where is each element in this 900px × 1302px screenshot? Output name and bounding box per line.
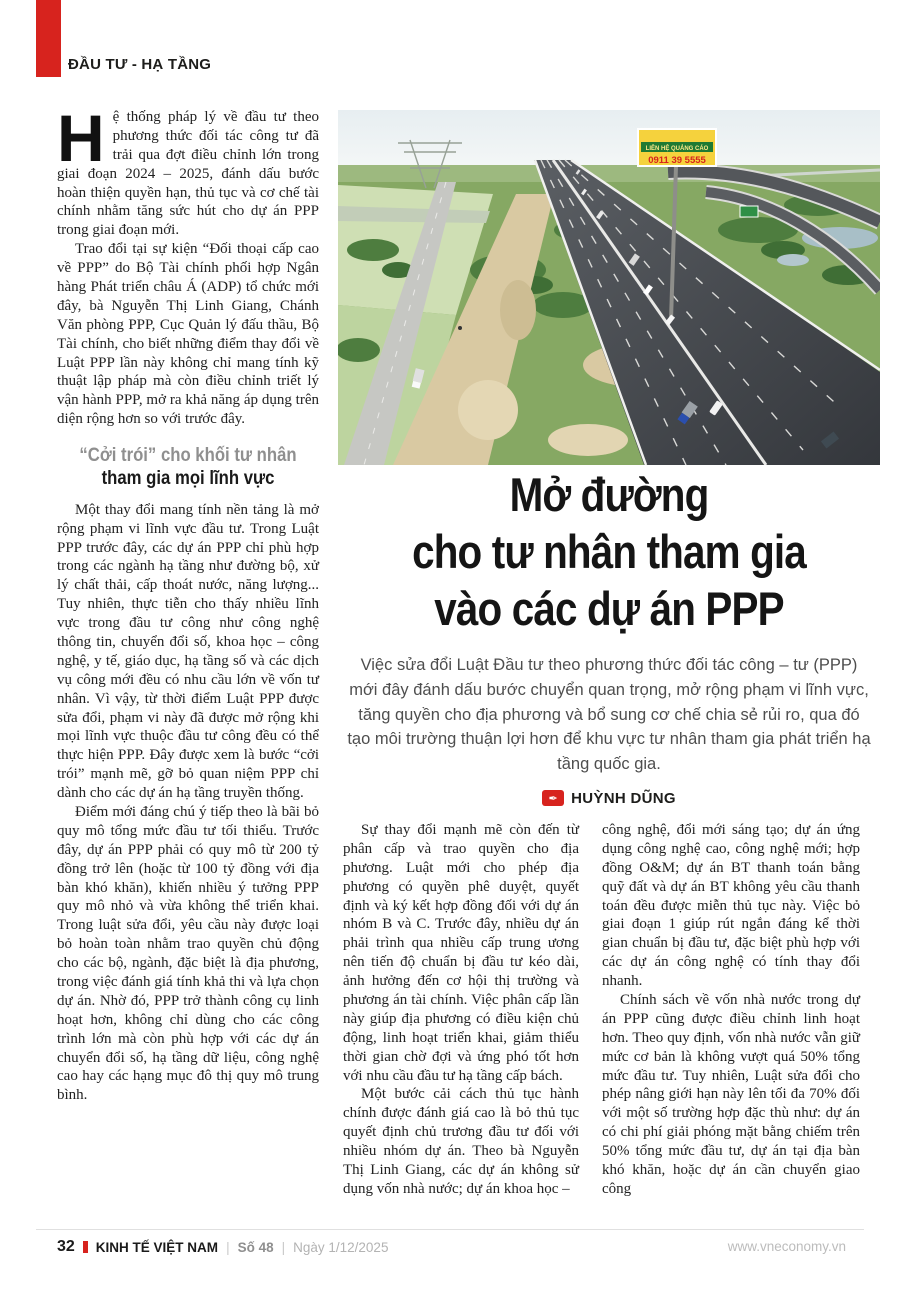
left-column xyxy=(57,101,319,1105)
headline-line: Mở đường xyxy=(509,468,709,521)
paragraph: Trao đổi tại sự kiện “Đối thoại cấp cao về PPP” do Bộ Tài chính phối hợp Ngân hàng Phát triển châu Á (ADP) tổ chức mới đây, bà Nguyễn Thị Linh Giang, Chánh Văn phòng PPP, Cục Quản lý đấu thầu, Bộ Tài chính, cho biết những điểm thay đổi về Luật PPP lần này không chỉ mang tính kỹ thuật lập pháp mà còn điều chỉnh triết lý vận hành PPP, mở ra khả năng áp dụng trên diện rộng hơn so với trước đây. xyxy=(57,241,319,428)
page-number: 32 xyxy=(57,1238,75,1255)
highway-photo-illustration xyxy=(338,110,880,465)
section-label: ĐẦU TƯ - HẠ TẦNG xyxy=(68,56,212,73)
green-road-sign xyxy=(740,206,758,217)
billboard-phone-text: 0911 39 5555 xyxy=(648,155,706,166)
author-name: HUỲNH DŨNG xyxy=(571,789,676,807)
footer-divider xyxy=(36,1229,864,1230)
sub-headline-line1: “Cởi trói” cho khối tư nhân xyxy=(79,445,297,467)
drop-cap: H xyxy=(57,101,105,175)
right-column xyxy=(602,821,860,1199)
paragraph-text: ệ thống pháp lý về đầu tư theo phương thức đối tác công tư đã trải qua đợt điều chỉnh lớn trong giai đoạn 2024 – 2025, đánh dấu bước hoàn thiện quyền hạn, thủ tục và cơ chế tài chính nhằm tăng sức hút cho dự án PPP trong giai đoạn mới. xyxy=(57,109,319,239)
middle-column xyxy=(343,821,579,1199)
paragraph xyxy=(57,101,319,240)
footer-separator: | xyxy=(281,1239,286,1255)
paragraph: Điểm mới đáng chú ý tiếp theo là bãi bỏ quy mô tổng mức đầu tư tối thiểu. Trước đây, dự án PPP phải có quy mô từ 200 tỷ đồng trở lên (hoặc từ 100 tỷ đồng với địa bàn khó khăn), khiến nhiều ý tưởng PPP quy mô nhỏ và vừa không thể triển khai. Trong luật sửa đổi, yêu cầu này được loại bỏ hoàn toàn nhằm trao quyền chủ động cho các bộ, ngành, đặc biệt là địa phương, trong việc đánh giá tính khả thi và lựa chọn dự án. Nhờ đó, PPP trở thành công cụ linh hoạt hơn, không chỉ dùng cho các công trình lớn mà còn phù hợp với các dự án chuyển đổi số, hạ tầng dữ liệu, công nghệ cao hay các hạng mục đô thị quy mô trung bình. xyxy=(57,803,319,1104)
headline-line: cho tư nhân tham gia xyxy=(412,525,806,578)
issue-date: Ngày 1/12/2025 xyxy=(293,1239,389,1255)
website-url: www.vneconomy.vn xyxy=(727,1239,846,1254)
paragraph: công nghệ, đổi mới sáng tạo; dự án ứng dụng công nghệ cao, công nghệ mới; hợp đồng O&M; dự án BT thanh toán bằng quỹ đất và dự án BT không yêu cầu thanh toán đều được miễn thủ tục này. Việc bỏ giai đoạn 1 giúp rút ngắn đáng kể thời gian chuẩn bị đầu tư, đặc biệt phù hợp với các dự án công nghệ có tính thay đổi nhanh. xyxy=(602,822,860,990)
paragraph: Một thay đổi mang tính nền tảng là mở rộng phạm vi lĩnh vực đầu tư. Trong Luật PPP trước đây, các dự án PPP chỉ phù hợp trong các ngành hạ tầng như đường bộ, xử lý chất thải, cấp thoát nước, năng lượng... Tuy nhiên, thực tiễn cho thấy nhiều lĩnh vực trong đầu tư công như công nghệ thông tin, chuyển đổi số, khoa học – công nghệ, y tế, giáo dục, hạ tầng số và các dịch vụ công mới đều có nhu cầu lớn về vốn tư nhân. Vì vậy, từ thời điểm Luật PPP được sửa đổi, phạm vi này đã được mở rộng khi mọi lĩnh vực thuộc đầu tư công đều có thể thực hiện PPP. Đây được xem là bước “cởi trói” mạnh mẽ, gỡ bỏ quan niệm PPP chỉ dành cho các dự án hạ tầng truyền thống. xyxy=(57,501,319,802)
sub-headline-line2: tham gia mọi lĩnh vực xyxy=(101,467,275,489)
footer-red-mark xyxy=(83,1241,88,1253)
headline-line: vào các dự án PPP xyxy=(434,582,784,635)
footer-separator: | xyxy=(226,1239,230,1255)
issue-number: Số 48 xyxy=(237,1239,274,1255)
paragraph: Một bước cải cách thủ tục hành chính được đánh giá cao là bỏ thủ tục quyết định chủ trương đầu tư đối với nhiều nhóm dự án. Theo bà Nguyễn Thị Linh Giang, các dự án không sử dụng vốn nhà nước; dự án khoa học – xyxy=(343,1086,579,1197)
byline xyxy=(338,790,880,807)
magazine-name: KINH TẾ VIỆT NAM xyxy=(95,1239,219,1255)
sub-headline xyxy=(73,445,304,491)
section-accent-bar xyxy=(36,0,61,77)
paragraph: Chính sách về vốn nhà nước trong dự án PPP cũng được điều chỉnh linh hoạt hơn. Theo quy định, vốn nhà nước vẫn giữ mức cơ bản là không vượt quá 50% tổng mức đầu tư. Tuy nhiên, Luật sửa đổi cho phép nâng giới hạn này lên tối đa 70% đối với một số trường hợp đặc thù như: dự án có chi phí giải phóng mặt bằng chiếm trên 50% tổng mức đầu tư, dự án tại địa bàn khó khăn, hoặc dự án cần chuyển giao công xyxy=(602,992,860,1197)
article-lede: Việc sửa đổi Luật Đầu tư theo phương thức đối tác công – tư (PPP) mới đây đánh dấu bước chuyển quan trọng, mở rộng phạm vi lĩnh vực, tăng quyền cho địa phương và bổ sung cơ chế chia sẻ rủi ro, qua đó tạo môi trường thuận lợi hơn để khu vực tư nhân tham gia phát triển hạ tầng quốc gia. xyxy=(347,656,871,773)
billboard-contact-text: LIÊN HỆ QUẢNG CÁO xyxy=(645,146,709,152)
paragraph: Sự thay đổi mạnh mẽ còn đến từ phân cấp và trao quyền cho địa phương. Luật mới cho phép địa phương có quyền phê duyệt, quyết định và ký kết hợp đồng đối với dự án nhóm B và C. Trước đây, nhiều dự án phải trình qua nhiều cấp trung ương nên tiến độ chuẩn bị đầu tư kéo dài, ảnh hưởng đến cơ hội thị trường và phương án tài chính. Việc phân cấp lần này giúp địa phương có điều kiện chủ động, linh hoạt triển khai, giảm thiểu thời gian chờ đợi và ứng phó tốt hơn với nhu cầu đầu tư hạ tầng cấp bách. xyxy=(343,822,579,1084)
article-photo xyxy=(338,110,880,465)
headline-block xyxy=(338,466,880,807)
pen-icon: ✒ xyxy=(542,790,564,806)
